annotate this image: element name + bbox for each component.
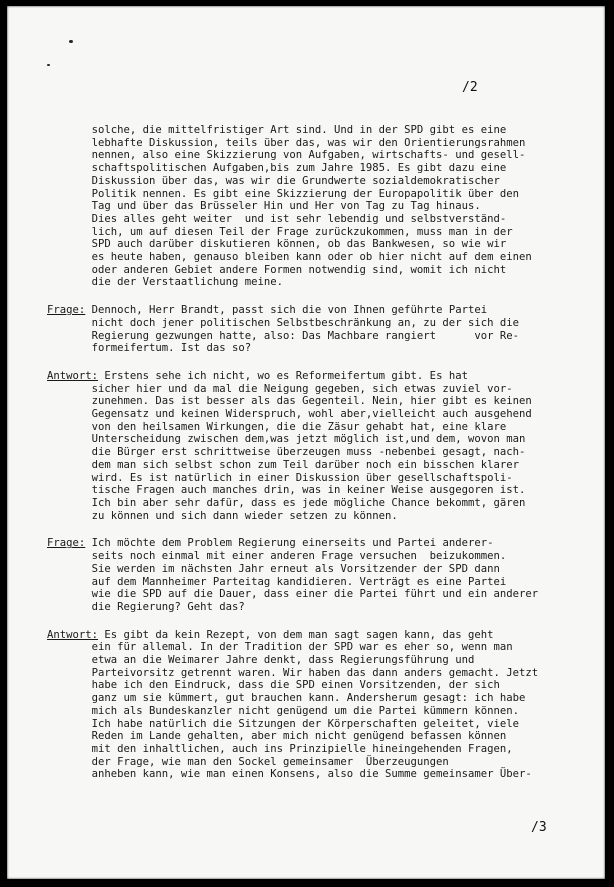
line-text: Ich bin aber sehr dafür, dass es jede mögliche Chance bekommt, gären: [47, 496, 526, 509]
line-text: von den heilsamen Wirkungen, die die Zäsur gehabt hat, eine klare: [47, 420, 507, 433]
document-page: [7, 6, 605, 879]
line-text: wird. Es ist natürlich in einer Diskussion über gesellschaftspoli-: [47, 471, 513, 484]
text-line: [47, 188, 587, 201]
text-line: [47, 213, 587, 226]
text-line: [47, 446, 587, 459]
paragraph-gap: [47, 614, 587, 629]
line-text: ein für allemal. In der Tradition der SPD war es eher so, wenn man: [47, 641, 513, 654]
line-text: oder anderen Gebiet andere Formen notwendig sind, womit ich nicht: [47, 263, 507, 276]
line-text: Dies alles geht weiter und ist sehr lebendig und selbstverständ-: [47, 212, 507, 225]
line-text: die der Verstaatlichung meine.: [47, 276, 283, 289]
text-line: [47, 276, 587, 289]
line-text: auf dem Mannheimer Parteitag kandidieren. Verträgt es eine Partei: [47, 575, 507, 588]
text-line: [47, 421, 587, 434]
text-line: [47, 162, 587, 175]
text-line: [47, 200, 587, 213]
text-line: [47, 718, 587, 731]
line-text: wie die SPD auf die Dauer, dass einer die Partei führt und ein anderer: [47, 588, 539, 601]
line-text: etwa an die Weimarer Jahre denkt, dass Regierungsführung und: [47, 654, 475, 667]
line-text: mich als Bundeskanzler nicht genügend um die Partei kümmern können.: [47, 704, 519, 717]
text-line: [47, 226, 587, 239]
text-line: [47, 730, 587, 743]
line-text: Sie werden im nächsten Jahr erneut als Vorsitzender der SPD dann: [47, 562, 500, 575]
line-text: habe ich den Eindruck, dass die SPD einen Vorsitzenden, der sich: [47, 679, 500, 692]
speaker-label: Frage:: [47, 304, 86, 317]
line-text: SPD auch darüber diskutieren können, ob das Bankwesen, so wie wir: [47, 238, 507, 251]
text-line: [47, 679, 587, 692]
text-line: [47, 667, 587, 680]
line-text: mit den inhaltlichen, auch ins Prinzipielle hineingehenden Fragen,: [47, 742, 513, 755]
text-line: [47, 563, 587, 576]
speaker-label: Antwort:: [47, 369, 99, 382]
line-text: Reden im Lande gehalten, aber mich nicht genügend befassen können: [47, 730, 507, 743]
text-line: [47, 497, 587, 510]
text-line: [47, 641, 587, 654]
text-line: [47, 395, 587, 408]
text-line: [47, 743, 587, 756]
line-text: die Regierung? Geht das?: [47, 600, 245, 613]
line-text: seits noch einmal mit einer anderen Frage versuchen beizukommen.: [47, 550, 507, 563]
line-text: Erstens sehe ich nicht, wo es Reformeifertum gibt. Es hat: [98, 369, 468, 382]
line-text: Es gibt da kein Rezept, von dem man sagt sagen kann, das geht: [98, 628, 494, 641]
line-text: sicher hier und da mal die Neigung gegeben, sich etwas zuviel vor-: [47, 382, 513, 395]
line-text: tische Fragen auch manches drin, was in keiner Weise ausgegoren ist.: [47, 484, 526, 497]
text-line: [47, 472, 587, 485]
line-text: Dennoch, Herr Brandt, passt sich die von Ihnen geführte Partei: [85, 304, 488, 317]
text-line: [47, 576, 587, 589]
paragraph-antwort-2: [47, 629, 587, 781]
line-text: Gegensatz und keinen Widerspruch, wohl aber,vielleicht auch ausgehend: [47, 408, 532, 421]
text-line: [47, 601, 587, 614]
text-line: [47, 370, 587, 383]
line-text: lich, um auf diesen Teil der Frage zurückzukommen, muss man in der: [47, 225, 513, 238]
line-text: der Frage, wie man den Sockel gemeinsamer Überzeugungen: [47, 755, 449, 768]
paragraph-frage-1: [47, 304, 587, 355]
text-line: [47, 383, 587, 396]
line-text: nicht doch jener politischen Selbstbeschränkung an, zu der sich die: [47, 316, 519, 329]
line-text: lebhafte Diskussion, teils über das, was wir den Orientierungsrahmen: [47, 136, 526, 149]
text-line: [47, 124, 587, 137]
line-text: Parteivorsitz getrennt waren. Wir haben das dann anders gemacht. Jetzt: [47, 666, 539, 679]
text-line: [47, 238, 587, 251]
paragraph-antwort-1: [47, 370, 587, 522]
text-line: [47, 433, 587, 446]
text-line: [47, 459, 587, 472]
text-line: [47, 510, 587, 523]
text-line: [47, 537, 587, 550]
line-text: Ich habe natürlich die Sitzungen der Körperschaften geleitet, viele: [47, 717, 519, 730]
line-text: nennen, also eine Skizzierung von Aufgaben, wirtschafts- und gesell-: [47, 149, 526, 162]
line-text: Ich möchte dem Problem Regierung einerseits und Partei anderer-: [85, 537, 494, 550]
paragraph-gap: [47, 289, 587, 304]
line-text: Unterscheidung zwischen dem,was jetzt möglich ist,und dem, wovon man: [47, 433, 526, 446]
line-text: solche, die mittelfristiger Art sind. Und in der SPD gibt es eine: [47, 124, 507, 136]
line-text: zunehmen. Das ist besser als das Gegenteil. Nein, hier gibt es keinen: [47, 395, 532, 408]
text-line: [47, 484, 587, 497]
text-line: [47, 768, 587, 781]
text-line: [47, 304, 587, 317]
text-line: [47, 654, 587, 667]
text-line: [47, 550, 587, 563]
paragraph-continuation: [47, 124, 587, 289]
text-line: [47, 264, 587, 277]
line-text: Regierung gezwungen hatte, also: Das Machbare rangiert vor Re-: [47, 329, 519, 342]
line-text: anheben kann, wie man einen Konsens, also die Summe gemeinsamer Über-: [47, 768, 532, 781]
text-line: [47, 251, 587, 264]
text-line: [47, 408, 587, 421]
speaker-label: Antwort:: [47, 628, 99, 641]
text-line: [47, 317, 587, 330]
paragraph-frage-2: [47, 537, 587, 613]
scan-speck: [69, 40, 73, 43]
line-text: es heute haben, genauso bleiben kann oder ob hier nicht auf dem einen: [47, 251, 532, 264]
text-line: [47, 330, 587, 343]
speaker-label: Frage:: [47, 537, 86, 550]
text-line: [47, 756, 587, 769]
page-number-bottom: /3: [531, 820, 547, 835]
line-text: formeifertum. Ist das so?: [47, 342, 252, 355]
text-line: [47, 175, 587, 188]
line-text: Tag und über das Brüsseler Hin und Her von Tag zu Tag hinaus.: [47, 200, 481, 213]
line-text: ganz um sie kümmert, gut brauchen kann. Andersherum gesagt: ich habe: [47, 692, 526, 705]
text-line: [47, 705, 587, 718]
document-body: [47, 124, 587, 781]
scan-speck: [47, 64, 50, 66]
line-text: schaftspolitischen Aufgaben,bis zum Jahre 1985. Es gibt dazu eine: [47, 162, 507, 175]
text-line: [47, 137, 587, 150]
line-text: Diskussion über das, was wir die Grundwerte sozialdemokratischer: [47, 174, 500, 187]
line-text: zu können und sich dann wieder setzen zu können.: [47, 509, 398, 522]
text-line: [47, 342, 587, 355]
line-text: dem man sich selbst schon zum Teil darüber noch ein bisschen klarer: [47, 458, 519, 471]
text-line: [47, 149, 587, 162]
text-line: [47, 588, 587, 601]
paragraph-gap: [47, 355, 587, 370]
line-text: die Bürger erst schrittweise überzeugen muss -nebenbei gesagt, nach-: [47, 446, 526, 459]
line-text: Politik nennen. Es gibt eine Skizzierung der Europapolitik über den: [47, 187, 519, 200]
text-line: [47, 692, 587, 705]
page-number-top: /2: [462, 80, 478, 95]
paragraph-gap: [47, 522, 587, 537]
text-line: [47, 629, 587, 642]
